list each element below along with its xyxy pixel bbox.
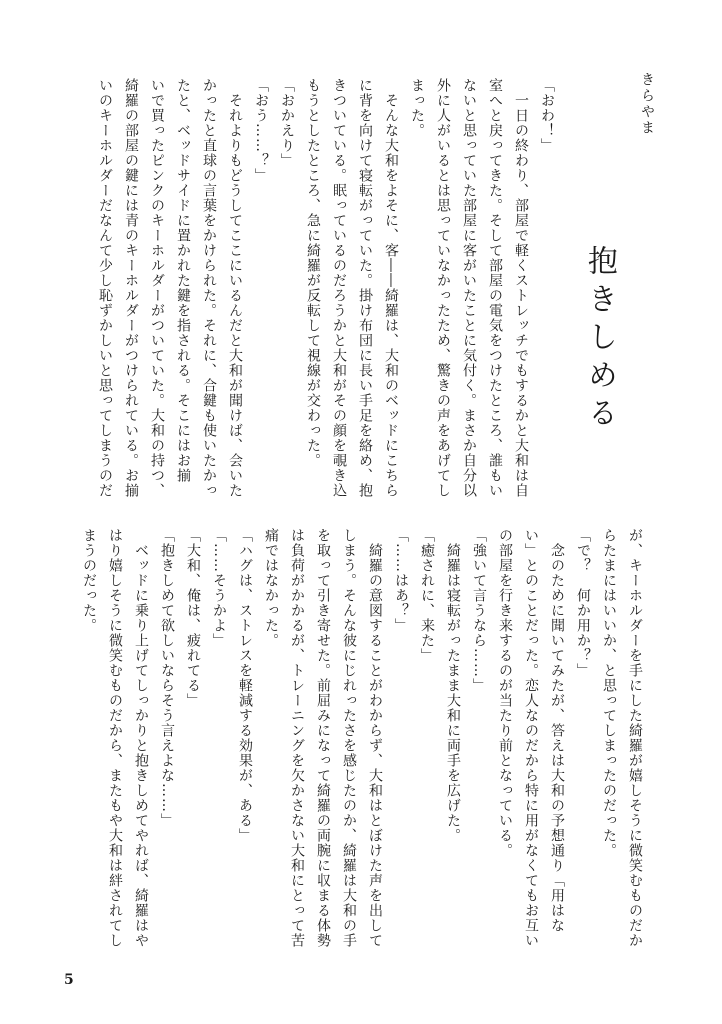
text-column: 綺羅の意図することがわからず、大和はとぼけた声を出して [367,528,383,948]
text-column: の部屋を行き来するのが当たり前となっている。 [497,528,513,858]
page-number: 5 [64,972,74,988]
text-column: が、キーホルダーを手にした綺羅が嬉しそうに微笑むものだか [627,528,643,948]
text-column: は負荷がかかるが、トレーニングを欠かさない大和にとって苦 [289,528,305,948]
text-column: しまう。そんな彼にじれったさを感じたのか、綺羅は大和の手 [341,528,357,948]
text-column: いのキーホルダーだなんて少し恥ずかしいと思ってしまうのだ [97,78,113,498]
author-name: きらやま [639,72,655,136]
text-column: はり嬉しそうに微笑むものだから、またもや大和は絆されてし [107,528,123,948]
text-column: それよりもどうしてここにいるんだと大和が聞けば、会いた [227,78,243,498]
text-column: を取って引き寄せた。前屈みになって綺羅の両腕に収まる体勢 [315,528,331,948]
text-column: 「大和、俺は、疲れてる」 [185,528,201,708]
text-column: 「おかえり」 [279,78,295,168]
text-column: 「癒されに、来た」 [419,528,435,663]
text-column: 「で？ 何か用か？」 [575,528,591,678]
text-column: 念のために聞いてみたが、答えは大和の予想通り「用はな [549,528,565,933]
text-column: ベッドに乗り上げてしっかりと抱きしめてやれば、綺羅はや [133,528,149,948]
text-column: いで買ったピンクのキーホルダーがついていた。大和の持つ、 [149,78,165,498]
text-column: もうとしたところ、急に綺羅が反転して視線が交わった。 [305,78,321,468]
text-column: に背を向けて寝転がっていた。掛け布団に長い手足を絡め、抱 [357,78,373,498]
text-column: 一日の終わり、部屋で軽くストレッチでもするかと大和は自 [513,78,529,498]
text-column: 「おわ！」 [539,78,555,153]
text-column: かったと直球の言葉をかけられた。それに、合鍵も使いたかっ [201,78,217,498]
text-column: そんな大和をよそに、客――綺羅は、大和のベッドにこちら [383,78,399,498]
story-title: 抱きしめる [582,245,617,435]
text-column: 「ハグは、ストレスを軽減する効果が、ある」 [237,528,253,843]
text-column: 「強いて言うなら……」 [471,528,487,693]
text-column: きついている。眠っているのだろうかと大和がその顔を覗き込 [331,78,347,498]
text-column: まった。 [409,78,425,138]
text-column: 綺羅は寝転がったまま大和に両手を広げた。 [445,528,461,843]
text-column: ないと思っていた部屋に客がいたことに気付く。まさか自分以 [461,78,477,498]
text-column: 室へと戻ってきた。そして部屋の電気をつけたところ、誰もい [487,78,503,498]
text-column: 綺羅の部屋の鍵には青のキーホルダーがつけられている。お揃 [123,78,139,498]
text-column: 「抱きしめて欲しいならそう言えよな……」 [159,528,175,828]
text-column: らたまにはいいか、と思ってしまったのだった。 [601,528,617,858]
text-column: い」とのことだった。恋人なのだから特に用がなくてもお互い [523,528,539,948]
text-column: 「おう……？」 [253,78,269,183]
text-column: 「……はあ？」 [393,528,409,633]
text-column: まうのだった。 [81,528,97,633]
text-column: 「……そうかよ」 [211,528,227,648]
text-column: 痛ではなかった。 [263,528,279,648]
text-column: たと、ベッドサイドに置かれた鍵を指される。そこにはお揃 [175,78,191,483]
text-column: 外に人がいるとは思っていなかったため、驚きの声をあげてし [435,78,451,498]
